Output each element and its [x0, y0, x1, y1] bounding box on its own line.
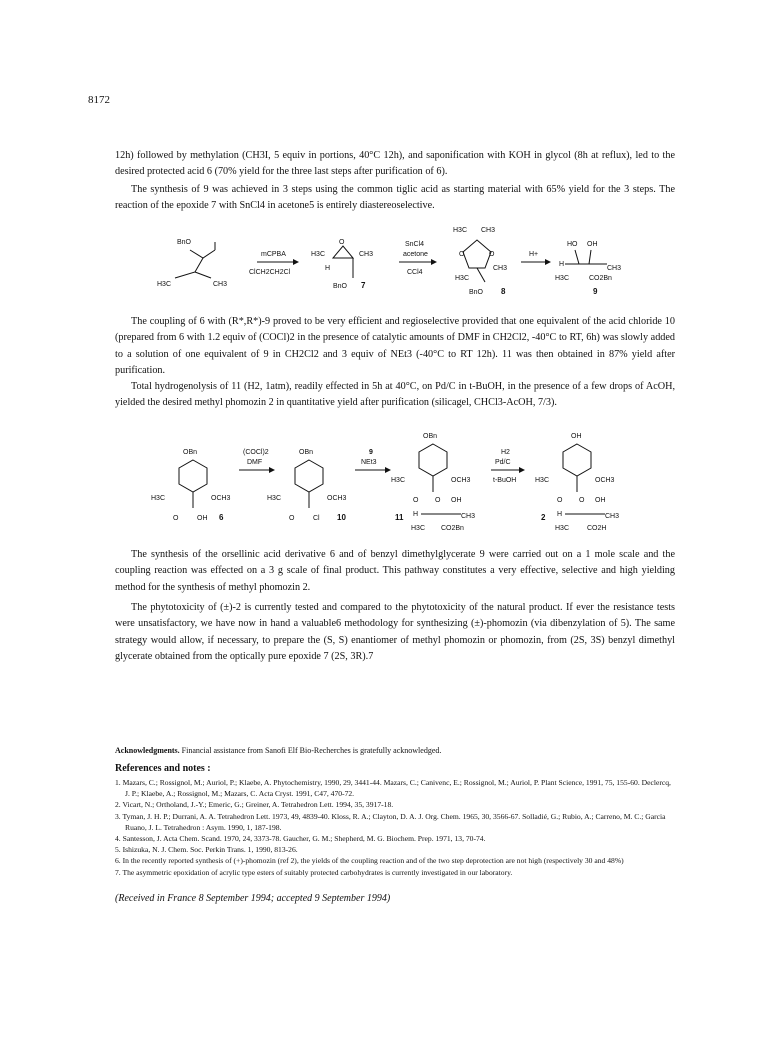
- scheme2-arrowhead-3: [519, 467, 525, 473]
- scheme2-6-oh: OH: [197, 515, 208, 522]
- scheme1-ester-skeleton: [190, 250, 215, 258]
- scheme2-11-h: H: [413, 511, 419, 518]
- compound-9-label: 9: [593, 287, 598, 296]
- scheme2-10-och3: OCH3: [327, 495, 347, 502]
- scheme2-2-oh: OH: [595, 497, 606, 504]
- compound-2-label: 2: [541, 513, 546, 522]
- scheme1-reagent-solvent: ClCH2CH2Cl: [249, 269, 291, 276]
- scheme2-arrowhead-2: [385, 467, 391, 473]
- reaction-scheme-2: [115, 430, 675, 540]
- scheme1-arrowhead-2: [431, 259, 437, 265]
- scheme2-11-obn: OBn: [423, 433, 438, 440]
- compound-8-label: 8: [501, 287, 506, 296]
- scheme1-epoxide-o: O: [339, 239, 345, 246]
- scheme2-reagent-dmf: DMF: [247, 459, 263, 466]
- reference-item: 1. Mazars, C.; Rossignol, M.; Auriol, P.; Klaebe, A. Phytochemistry, 1990, 29, 3441-44. Mazars, C.; Canivenc, E.; Rossignol, M.; Auriol, P. Plant Science, 1991, 75, 155-60. Declercq, J. P.; Klaebe, A.; Rossignol, M.; Mazars, C. Acta Cryst. 1991, C47, 470-72.: [115, 778, 671, 799]
- scheme2-2-oh-top: OH: [571, 433, 582, 440]
- scheme2-2-h3c-2: H3C: [555, 525, 570, 532]
- references-heading: References and notes :: [115, 763, 211, 774]
- compound-10-label: 10: [337, 513, 346, 522]
- scheme2-2-co2h: CO2H: [587, 525, 607, 532]
- scheme2-reagent-9: 9: [369, 449, 373, 456]
- scheme1-reagent-mcpba: mCPBA: [261, 251, 286, 258]
- scheme1-alkene-right: [195, 272, 211, 278]
- scheme1-diol-h3c: H3C: [555, 275, 570, 282]
- scheme2-10-o: O: [289, 515, 295, 522]
- scheme1-diol-oh: OH: [587, 241, 598, 248]
- acknowledgments-text: Financial assistance from Sanofi Elf Bio-Recherches is gratefully acknowledged.: [179, 746, 442, 755]
- compound-6-label: 6: [219, 513, 224, 522]
- scheme1-diol-ho: HO: [567, 241, 578, 248]
- scheme2-11-oh: OH: [451, 497, 462, 504]
- scheme1-diol-bond-1: [575, 250, 579, 264]
- scheme2-11-h3c: H3C: [391, 477, 406, 484]
- reference-item: 3. Tyman, J. H. P.; Durrani, A. A. Tetrahedron Lett. 1973, 49, 4839-40. Kloss, R. A.; Clayton, D. A. J. Org. Chem. 1965, 30, 3566-67. Solladié, G.; Rubio, A.; Carreno, M. C.; Garcia Ruano, J. L. Tetrahedron : Asym. 1990, 1, 187-198.: [115, 811, 666, 832]
- scheme-2-drawing: [115, 430, 675, 540]
- scheme2-11-ch3: CH3: [461, 513, 476, 520]
- scheme1-dioxolane-h3c: H3C: [453, 227, 468, 234]
- scheme1-alkene-left: [175, 258, 203, 278]
- reaction-scheme-1: [115, 222, 675, 302]
- scheme1-epoxide-ring: [333, 246, 353, 258]
- scheme2-2-h: H: [557, 511, 563, 518]
- scheme2-10-cl: Cl: [313, 515, 320, 522]
- scheme2-reagent-h2: H2: [501, 449, 510, 456]
- scheme2-10-ring: [295, 460, 323, 492]
- paragraph-6: The phytotoxicity of (±)-2 is currently tested and compared to the phytotoxicity of the natural product. If ever the resistance tests were unsatisfactory, we have now in hand a valuable6 methodology for synthesizing (±)-phomozin (via dibenzylation of 5). The same strategy would allow, if necessary, to prepare the (S, S) enantiomer of methyl phomozin or phomozin, from (2S, 3S) benzyl dimethyl glycerate obtained from the optically pure epoxide 7 (2S, 3R).7: [115, 602, 675, 662]
- reference-item: 2. Vicart, N.; Ortholand, J.-Y.; Emeric, G.; Greiner, A. Tetrahedron Lett. 1994, 35, 3917-18.: [115, 800, 394, 810]
- reference-item: 6. In the recently reported synthesis of (+)-phomozin (ref 2), the yields of the coupling reaction and of the two step deprotection are not high (respectively 30 and 48%): [115, 856, 624, 866]
- scheme1-dioxolane-o2: O: [489, 251, 495, 258]
- scheme2-10-obn: OBn: [299, 449, 314, 456]
- scheme1-epoxide-ch3: CH3: [359, 251, 374, 258]
- scheme2-11-o1: O: [413, 497, 419, 504]
- scheme2-10-h3c: H3C: [267, 495, 282, 502]
- paragraph-4: Total hydrogenolysis of 11 (H2, 1atm), readily effected in 5h at 40°C, on Pd/C in t-BuOH, in the presence of a few drops of AcOH, yielded the desired methyl phomozin 2 in quantitative yield after purification (silicagel, CHCl3-AcOH, 7/3).: [115, 381, 675, 409]
- reference-item: 7. The asymmetric epoxidation of acrylic type esters of suitably protected carbohydrates is currently investigated in our laboratory.: [115, 867, 513, 877]
- page-number: 8172: [88, 94, 110, 106]
- scheme2-2-ch3: CH3: [605, 513, 620, 520]
- scheme1-epoxide-h: H: [325, 265, 331, 272]
- scheme1-epoxide-h3c: H3C: [311, 251, 326, 258]
- scheme1-reagent-acetone: acetone: [403, 251, 428, 258]
- scheme1-dioxolane-o1: O: [459, 251, 465, 258]
- scheme2-arrowhead-1: [269, 467, 275, 473]
- scheme1-dioxolane-ester: [477, 268, 485, 282]
- received-dates: (Received in France 8 September 1994; accepted 9 September 1994): [115, 893, 391, 904]
- paragraph-3: The coupling of 6 with (R*,R*)-9 proved to be very efficient and regioselective provided that one equivalent of the acid chloride 10 (prepared from 6 with 1.2 equiv of (COCl)2 in the presence of catalytic amounts of DMF in CH2Cl2, -40°C to RT, 6h) was slowly added to a solution of one equivalent of 9 in CH2Cl2 and 3 equiv of NEt3 (-40°C to RT 12h). 11 was then obtained in 87% yield after purification.: [115, 316, 675, 376]
- scheme2-11-ring: [419, 444, 447, 476]
- scheme1-diol-co2bn: CO2Bn: [589, 275, 612, 282]
- paragraph-1: 12h) followed by methylation (CH3I, 5 equiv in portions, 40°C 12h), and saponification with KOH in glycol (8h at reflux), led to the desired protected acid 6 (70% yield for the three last steps after purification of 6).: [115, 150, 675, 178]
- reference-item: 5. Ishizuka, N. J. Chem. Soc. Perkin Trans. 1, 1990, 813-26.: [115, 845, 298, 855]
- scheme1-reagent-sncl4: SnCl4: [405, 241, 425, 248]
- scheme2-reagent-pdc: Pd/C: [495, 459, 511, 466]
- scheme1-dioxolane-ring: [463, 240, 491, 268]
- scheme1-reagent-acid: H+: [529, 251, 539, 258]
- scheme1-dioxolane-ch3-2: CH3: [493, 265, 508, 272]
- scheme2-6-ring: [179, 460, 207, 492]
- references-list: [115, 777, 675, 878]
- scheme2-reagent-net3: NEt3: [361, 459, 377, 466]
- scheme2-11-co2bn: CO2Bn: [441, 525, 464, 532]
- compound-11-label: 11: [395, 513, 404, 522]
- scheme1-dioxolane-h3c-2: H3C: [455, 275, 470, 282]
- scheme2-11-h3c-2: H3C: [411, 525, 426, 532]
- scheme2-2-o1: O: [557, 497, 563, 504]
- scheme1-reagent-ccl4: CCl4: [407, 269, 423, 276]
- scheme1-diol-h: H: [559, 261, 565, 268]
- scheme2-reagent-oxalyl: (COCl)2: [243, 449, 269, 456]
- acknowledgments-label: Acknowledgments.: [115, 746, 180, 755]
- scheme1-arrowhead-1: [293, 259, 299, 265]
- paragraph-2: The synthesis of 9 was achieved in 3 steps using the common tiglic acid as starting material with 65% yield for the 3 steps. The reaction of the epoxide 7 with SnCl4 in acetone5 is entirely diastereoselective.: [115, 184, 675, 212]
- scheme2-2-och3: OCH3: [595, 477, 615, 484]
- scheme2-11-o2: O: [435, 497, 441, 504]
- scheme1-epoxide-bno: BnO: [333, 283, 348, 290]
- scheme1-arrowhead-3: [545, 259, 551, 265]
- acknowledgments: [115, 745, 675, 757]
- scheme-1-drawing: [115, 222, 675, 302]
- scheme2-2-o2: O: [579, 497, 585, 504]
- scheme1-h3c-label: H3C: [157, 281, 172, 288]
- scheme1-dioxolane-bno: BnO: [469, 289, 484, 296]
- scheme2-6-och3: OCH3: [211, 495, 231, 502]
- scheme2-reagent-tbuoh: t-BuOH: [493, 477, 517, 484]
- scheme2-6-h3c: H3C: [151, 495, 166, 502]
- scheme1-diol-bond-2: [589, 250, 591, 264]
- scheme2-2-h3c: H3C: [535, 477, 550, 484]
- scheme1-diol-ch3: CH3: [607, 265, 622, 272]
- scheme1-dioxolane-ch3: CH3: [481, 227, 496, 234]
- scheme2-11-och3: OCH3: [451, 477, 471, 484]
- scheme2-6-obn: OBn: [183, 449, 198, 456]
- reference-item: 4. Santesson, J. Acta Chem. Scand. 1970, 24, 3373-78. Gaucher, G. M.; Shepherd, M. G. Biochem. Prep. 1971, 13, 70-74.: [115, 834, 486, 844]
- scheme2-2-ring: [563, 444, 591, 476]
- scheme1-bno-label: BnO: [177, 239, 192, 246]
- scheme2-6-o: O: [173, 515, 179, 522]
- compound-7-label: 7: [361, 281, 366, 290]
- scheme1-ch3-label: CH3: [213, 281, 228, 288]
- paragraph-5: The synthesis of the orsellinic acid derivative 6 and of benzyl dimethylglycerate 9 were carried out on a 1 mole scale and the coupling reaction was effected on a 3 g scale of final product. This pathway constitutes a very effective, selective and high yielding method for the synthesis of methyl phomozin 2.: [115, 549, 675, 593]
